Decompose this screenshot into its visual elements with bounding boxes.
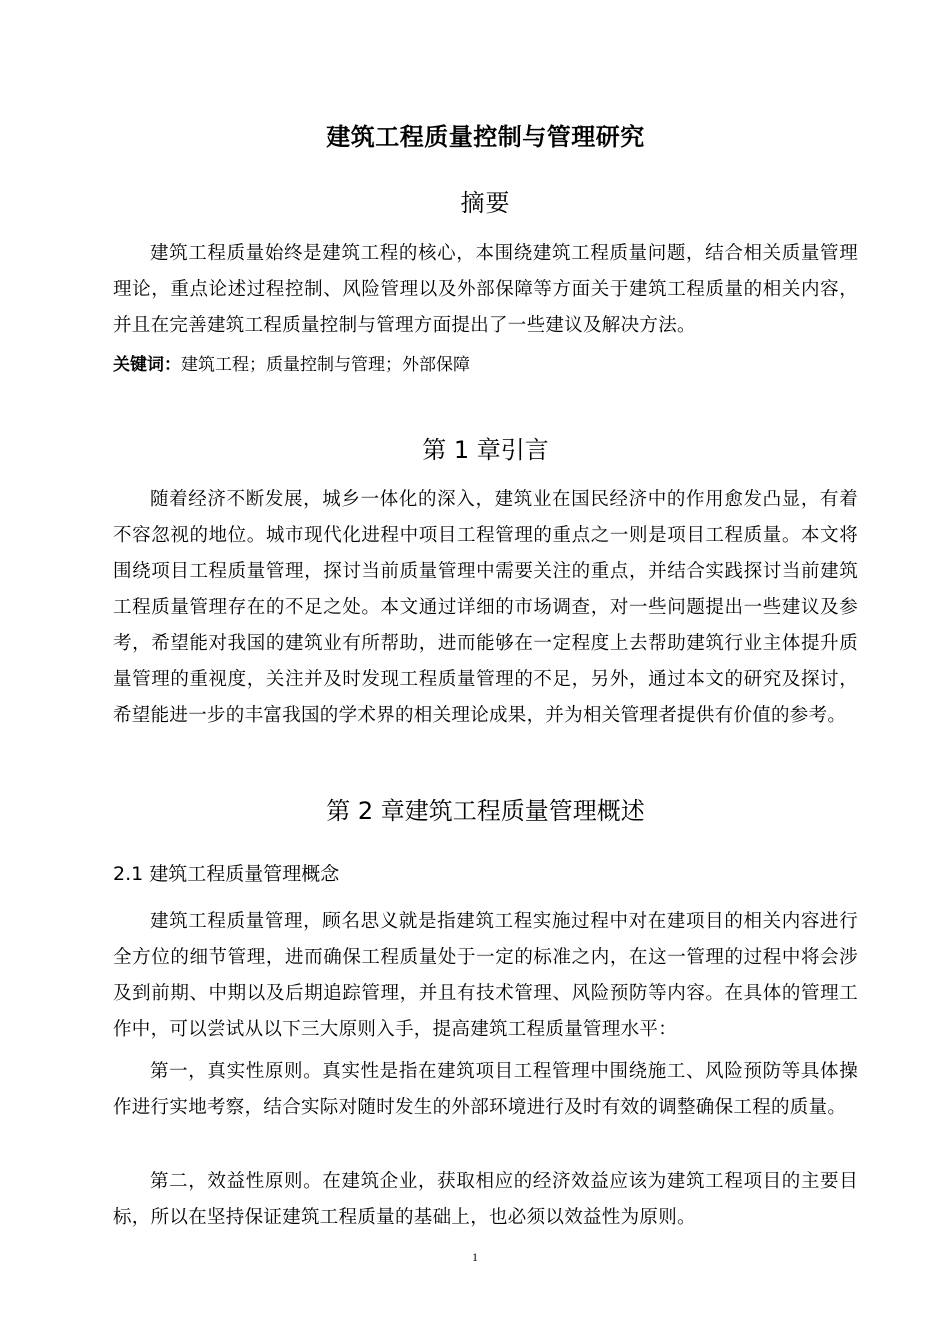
page-number: 1 <box>472 1250 478 1264</box>
chapter-1-heading: 第 1 章引言 <box>422 436 549 464</box>
keywords-line <box>113 351 858 379</box>
chapter-2-heading: 第 2 章建筑工程质量管理概述 <box>326 797 645 825</box>
keywords-text: 建筑工程；质量控制与管理；外部保障 <box>181 355 470 375</box>
section-2-1-heading: 2.1 建筑工程质量管理概念 <box>113 863 340 885</box>
abstract-paragraph: 建筑工程质量始终是建筑工程的核心，本围绕建筑工程质量问题，结合相关质量管理理论，重点论述过程控制、风险管理以及外部保障等方面关于建筑工程质量的相关内容，并且在完善建筑工程质量控制与管理方面提出了一些建议及解决方法。 <box>113 243 858 336</box>
abstract-heading: 摘要 <box>460 189 511 217</box>
chapter-1-paragraph: 随着经济不断发展，城乡一体化的深入，建筑业在国民经济中的作用愈发凸显，有着不容忽视的地位。城市现代化进程中项目工程管理的重点之一则是项目工程质量。本文将围绕项目工程质量管理，探讨当前质量管理中需要关注的重点，并结合实践探讨当前建筑工程质量管理存在的不足之处。本文通过详细的市场调查，对一些问题提出一些建议及参考，希望能对我国的建筑业有所帮助，进而能够在一定程度上去帮助建筑行业主体提升质量管理的重视度，关注并及时发现工程质量管理的不足，另外，通过本文的研究及探讨，希望能进一步的丰富我国的学术界的相关理论成果，并为相关管理者提供有价值的参考。 <box>113 489 858 726</box>
document-title: 建筑工程质量控制与管理研究 <box>326 123 645 151</box>
keywords-label: 关键词： <box>113 355 181 375</box>
section-2-1-paragraph: 建筑工程质量管理，顾名思义就是指建筑工程实施过程中对在建项目的相关内容进行全方位的细节管理，进而确保工程质量处于一定的标准之内，在这一管理的过程中将会涉及到前期、中期以及后期追踪管理，并且有技术管理、风险预防等内容。在具体的管理工作中，可以尝试从以下三大原则入手，提高建筑工程质量管理水平： <box>113 911 858 1040</box>
principle-2-paragraph: 第二，效益性原则。在建筑企业，获取相应的经济效益应该为建筑工程项目的主要目标，所以在坚持保证建筑工程质量的基础上，也必须以效益性为原则。 <box>113 1171 858 1228</box>
principle-1-paragraph: 第一，真实性原则。真实性是指在建筑项目工程管理中围绕施工、风险预防等具体操作进行实地考察，结合实际对随时发生的外部环境进行及时有效的调整确保工程的质量。 <box>113 1061 858 1118</box>
